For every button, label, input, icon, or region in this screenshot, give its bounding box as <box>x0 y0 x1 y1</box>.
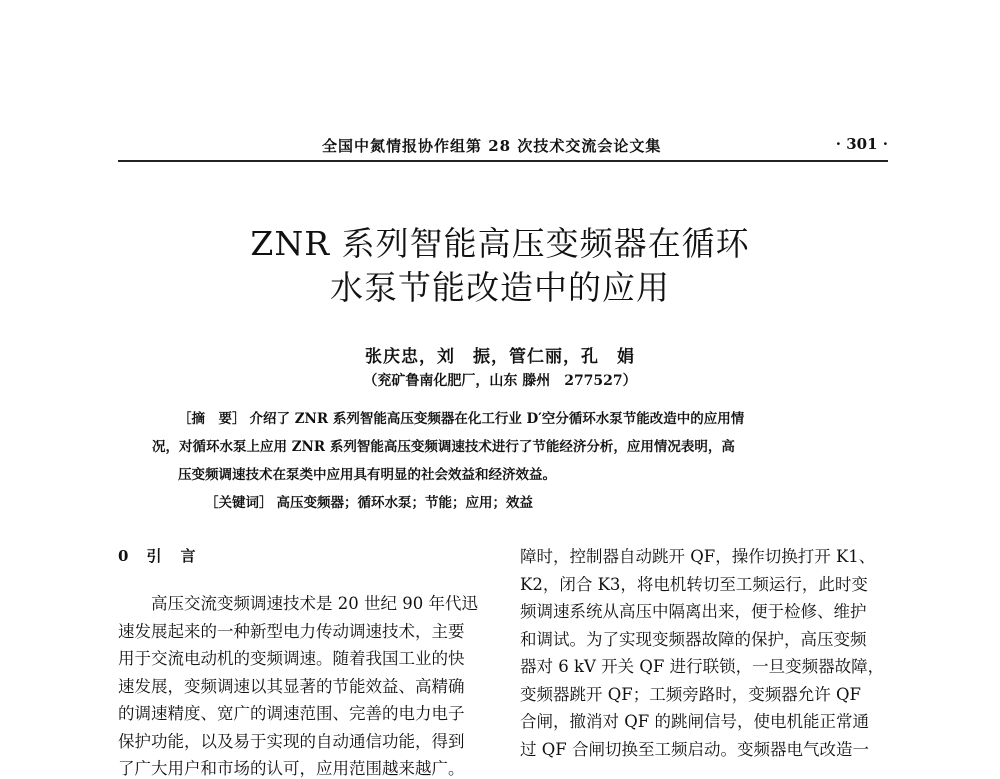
body-text-line: 过 QF 合闸切换至工频启动。变频器电气改造一 <box>520 739 869 759</box>
keywords-line <box>205 492 865 514</box>
running-header <box>118 133 888 157</box>
section-title: 引 言 <box>146 547 198 565</box>
paper-title-line-2: 水泵节能改造中的应用 <box>330 268 670 307</box>
section-heading <box>118 545 197 566</box>
abstract-line-2: 况，对循环水泵上应用 ZNR 系列智能高压变频调速技术进行了节能经济分析，应用情况表明，高 <box>152 439 735 455</box>
body-text-line: 的调速精度、宽广的调速范围、完善的电力电子 <box>118 704 465 723</box>
author-list: 张庆忠，刘 振，管仁丽，孔 娟 <box>365 347 635 367</box>
body-text-line: 速发展起来的一种新型电力传动调速技术，主要 <box>118 621 465 641</box>
keywords-label: ［关键词］ <box>205 495 273 511</box>
abstract-text-1: 介绍了 ZNR 系列智能高压变频器在化工行业 D′空分循环水泵节能改造中的应用情 <box>249 411 745 427</box>
body-text-line: 保护功能，以及易于实现的自动通信功能，得到 <box>118 731 465 751</box>
abstract-line-3: 压变频调速技术在泵类中应用具有明显的社会效益和经济效益。 <box>178 467 556 483</box>
body-text-line: 了广大用户和市场的认可，应用范围越来越广。 <box>118 759 465 778</box>
body-text-line: 用于交流电动机的变频调速。随着我国工业的快 <box>118 649 465 668</box>
running-title: 全国中氮情报协作组第 28 次技术交流会论文集 <box>322 137 662 155</box>
body-text-line: 高压交流变频调速技术是 20 世纪 90 年代迅 <box>151 594 478 613</box>
header-rule <box>118 160 888 162</box>
paper-title-line-1: ZNR 系列智能高压变频器在循环 <box>250 224 750 263</box>
page-number: · 301 · <box>835 135 888 153</box>
abstract-label: ［摘 要］ <box>178 411 246 427</box>
abstract-line-1 <box>178 408 838 430</box>
body-text-line: 和调试。为了实现变频器故障的保护，高压变频 <box>520 629 867 649</box>
body-text-line: 变频器跳开 QF；工频旁路时，变频器允许 QF <box>520 684 861 704</box>
affiliation: （兖矿鲁南化肥厂，山东 滕州 277527） <box>363 373 637 389</box>
body-text-line: 障时，控制器自动跳开 QF，操作切换打开 K1、 <box>520 547 876 566</box>
section-number: 0 <box>118 547 131 565</box>
body-text-line: 频调速系统从高压中隔离出来，便于检修、维护 <box>520 602 867 621</box>
keywords-text: 高压变频器；循环水泵；节能；应用；效益 <box>276 495 533 511</box>
body-text-line: 速发展，变频调速以其显著的节能效益、高精确 <box>118 676 465 696</box>
body-text-line: K2，闭合 K3，将电机转切至工频运行，此时变 <box>520 574 868 594</box>
body-text-line: 合闸，撤消对 QF 的跳闸信号，使电机能正常通 <box>520 712 869 731</box>
body-text-line: 器对 6 kV 开关 QF 进行联锁，一旦变频器故障， <box>520 657 885 676</box>
